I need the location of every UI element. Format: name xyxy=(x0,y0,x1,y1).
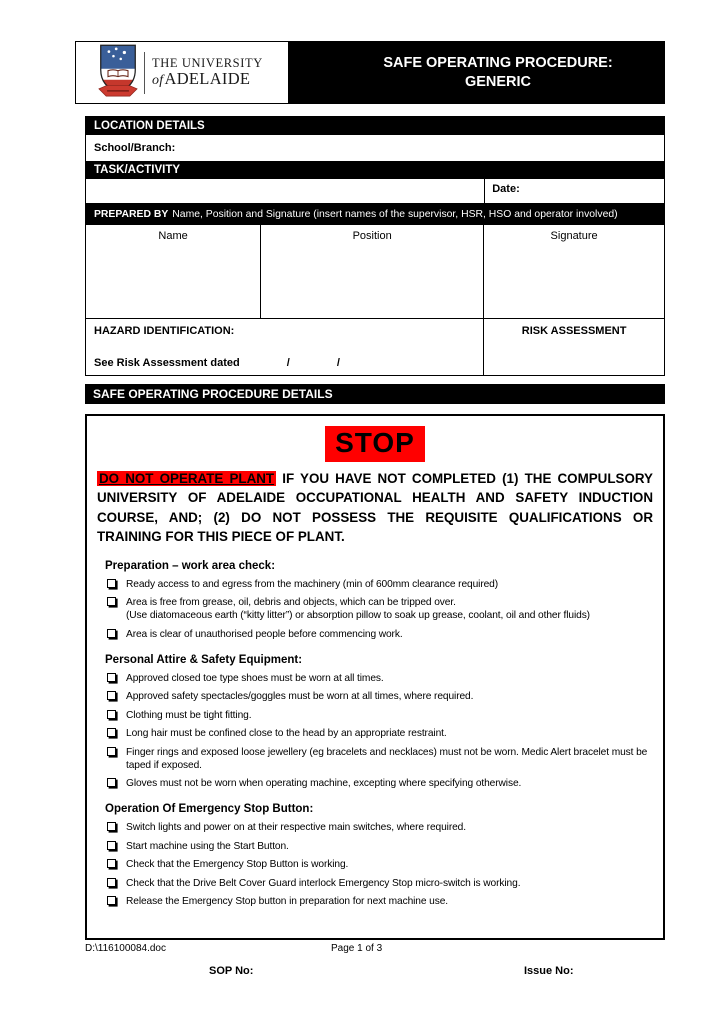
checkbox-icon[interactable] xyxy=(107,673,116,682)
checklist-item-label: Approved closed toe type shoes must be worn at all times. xyxy=(126,672,384,684)
checkbox-icon[interactable] xyxy=(107,597,116,606)
warning-highlight: DO NOT OPERATE PLANT xyxy=(99,470,275,486)
name-column-header: Name xyxy=(158,230,188,242)
school-branch-label: School/Branch: xyxy=(94,142,176,154)
sop-number-label: SOP No: xyxy=(209,965,254,977)
name-column[interactable] xyxy=(86,225,261,318)
checklist-item xyxy=(107,840,649,853)
footer-file-path: D:\116100084.doc xyxy=(85,943,166,954)
sop-details-bar xyxy=(85,384,665,404)
checklist-item-label: Release the Emergency Stop button in preparation for next machine use. xyxy=(126,896,449,908)
document-title-line2: GENERIC xyxy=(464,73,532,90)
checklist-item xyxy=(107,596,649,622)
logo-divider xyxy=(144,52,145,94)
section-emergency-stop xyxy=(105,803,649,908)
checklist-item-note: (Use diatomaceous earth (“kitty litter”) or absorption pillow to soak up grease, coolant, oil and other fluids) xyxy=(126,610,590,622)
checkbox-icon[interactable] xyxy=(107,710,116,719)
wordmark-adelaide: ADELAIDE xyxy=(164,68,251,88)
checklist-item xyxy=(107,709,649,722)
checkbox-icon[interactable] xyxy=(107,878,116,887)
checklist-item-label: Approved safety spectacles/goggles must be worn at all times, where required. xyxy=(126,691,474,703)
checklist-item-label: Gloves must not be worn when operating machine, excepting where specifying otherwise. xyxy=(126,778,522,790)
section-personal-attire xyxy=(105,654,649,791)
university-wordmark-line2 xyxy=(152,70,263,89)
footer-page-number: Page 1 of 3 xyxy=(331,943,383,954)
checkbox-icon[interactable] xyxy=(107,778,116,787)
task-activity-bar xyxy=(86,161,664,179)
checkbox-icon[interactable] xyxy=(107,728,116,737)
checklist-item-label: Long hair must be confined close to the head by an appropriate restraint. xyxy=(126,728,447,740)
sop-details-label: SAFE OPERATING PROCEDURE DETAILS xyxy=(93,387,333,401)
checklist-item-label: Finger rings and exposed loose jewellery (eg bracelets and necklaces) must not be worn. Medic Alert bracelet must be taped if exposed. xyxy=(126,746,648,771)
section-preparation xyxy=(105,560,649,641)
university-crest-icon xyxy=(98,44,138,101)
checkbox-icon[interactable] xyxy=(107,859,116,868)
checklist-item xyxy=(107,690,649,703)
date-field[interactable] xyxy=(484,179,664,203)
hazard-identification-label: HAZARD IDENTIFICATION: xyxy=(94,325,235,337)
signatories-row xyxy=(86,225,664,319)
document-header xyxy=(75,41,665,104)
document-title-line1: SAFE OPERATING PROCEDURE: xyxy=(383,54,613,71)
warning-paragraph xyxy=(97,469,653,547)
stop-sign xyxy=(87,426,663,462)
checklist-item xyxy=(107,895,649,908)
checkbox-icon[interactable] xyxy=(107,896,116,905)
section-emergency-stop-heading: Operation Of Emergency Stop Button: xyxy=(105,803,314,816)
checklist-item xyxy=(107,672,649,685)
document-title xyxy=(288,42,664,103)
checklist-item-label: Area is free from grease, oil, debris and objects, which can be tripped over. xyxy=(126,597,456,609)
risk-assessment-label: RISK ASSESSMENT xyxy=(521,325,627,337)
checkbox-icon[interactable] xyxy=(107,747,116,756)
signature-column-header: Signature xyxy=(550,230,598,242)
prepared-by-bar xyxy=(86,203,664,225)
checklist-item-label: Switch lights and power on at their respective main switches, where required. xyxy=(126,822,466,834)
warning-text: IF YOU HAVE NOT COMPLETED (1) THE COMPULSORY UNIVERSITY OF ADELAIDE OCCUPATIONAL HEALTH AND SAFETY INDUCTION COURSE, AND; (2) DO NOT POSSESS THE REQUISITE QUALIFICATIONS OR TRAINING FOR THIS PIECE OF PLANT. xyxy=(97,470,653,545)
checkbox-icon[interactable] xyxy=(107,691,116,700)
task-activity-field[interactable] xyxy=(86,179,484,203)
checklist-item xyxy=(107,746,649,772)
date-slash-2: / xyxy=(336,357,340,369)
position-column[interactable] xyxy=(261,225,484,318)
checklist-item-label: Start machine using the Start Button. xyxy=(126,840,289,852)
section-preparation-heading: Preparation – work area check: xyxy=(105,559,276,572)
location-details-bar xyxy=(86,117,664,135)
task-activity-row xyxy=(86,179,664,203)
checklist-item xyxy=(107,877,649,890)
checklist-item xyxy=(107,727,649,740)
checklist-item xyxy=(107,628,649,641)
stop-label: STOP xyxy=(325,426,425,462)
signature-column[interactable] xyxy=(484,225,664,318)
issue-number-label: Issue No: xyxy=(524,965,574,977)
date-slash-1: / xyxy=(286,357,290,369)
checklist-item-label: Area is clear of unauthorised people before commencing work. xyxy=(126,628,403,640)
checklist-item-label: Clothing must be tight fitting. xyxy=(126,709,252,721)
checkbox-icon[interactable] xyxy=(107,579,116,588)
risk-assessment-cell[interactable] xyxy=(484,319,664,375)
checklist-item-label: Ready access to and egress from the machinery (min of 600mm clearance required) xyxy=(126,578,499,590)
checklist-item xyxy=(107,821,649,834)
task-activity-label: TASK/ACTIVITY xyxy=(94,164,181,176)
section-personal-attire-heading: Personal Attire & Safety Equipment: xyxy=(105,653,303,666)
university-wordmark-line1: THE UNIVERSITY xyxy=(152,55,263,70)
location-details-table xyxy=(85,116,665,376)
location-details-label: LOCATION DETAILS xyxy=(94,120,205,132)
university-wordmark xyxy=(152,57,263,89)
see-risk-assessment-label: See Risk Assessment dated xyxy=(94,357,240,369)
hazard-identification-row xyxy=(86,319,664,375)
hazard-identification-cell[interactable] xyxy=(86,319,484,375)
checklist-item xyxy=(107,858,649,871)
sop-details-box xyxy=(85,414,665,940)
checklist-item-label: Check that the Drive Belt Cover Guard interlock Emergency Stop micro-switch is working. xyxy=(126,877,521,889)
see-risk-assessment-line xyxy=(94,357,475,369)
wordmark-of: of xyxy=(152,72,164,88)
checkbox-icon[interactable] xyxy=(107,629,116,638)
prepared-by-description: Name, Position and Signature (insert names of the supervisor, HSR, HSO and operator involved) xyxy=(172,208,618,220)
date-label: Date: xyxy=(492,183,520,195)
school-branch-row[interactable] xyxy=(86,135,664,161)
checkbox-icon[interactable] xyxy=(107,841,116,850)
checklist-item-label: Check that the Emergency Stop Button is working. xyxy=(126,859,349,871)
checkbox-icon[interactable] xyxy=(107,822,116,831)
prepared-by-label: PREPARED BY xyxy=(94,208,169,220)
checklist-item xyxy=(107,578,649,591)
checklist-item xyxy=(107,777,649,790)
university-logo xyxy=(76,42,288,103)
position-column-header: Position xyxy=(352,230,392,242)
